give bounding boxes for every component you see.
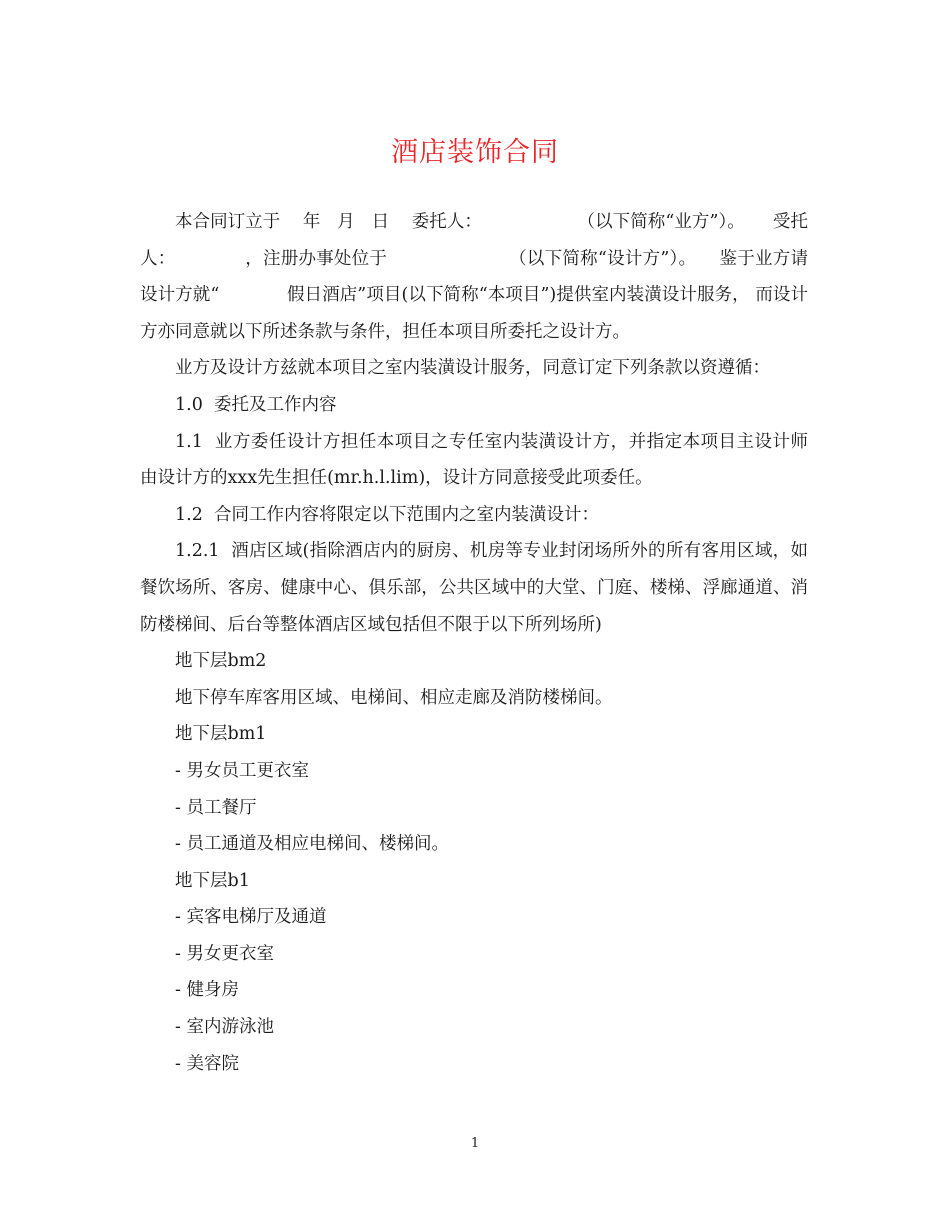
- paragraph-agreement: 业方及设计方兹就本项目之室内装潢设计服务，同意订定下列条款以资遵循：: [175, 358, 770, 379]
- list-line: - 室内游泳池: [175, 1017, 274, 1038]
- list-line: - 男女更衣室: [175, 943, 274, 964]
- clause-1-1: 1.1 业方委任设计方担任本项目之专任室内装潢设计方，并指定本项目主设计师由设计方的xxx先生担任(mr.h.l.lim)，设计方同意接受此项委任。: [140, 431, 808, 489]
- document-body: [140, 204, 808, 1082]
- list-line: - 员工通道及相应电梯间、楼梯间。: [175, 834, 449, 855]
- list-line: - 男女员工更衣室: [175, 760, 309, 781]
- list-line: 地下停车库客用区域、电梯间、相应走廊及消防楼梯间。: [175, 687, 613, 708]
- list-line: 地下层b1: [175, 870, 250, 891]
- list-line: 地下层bm1: [175, 724, 267, 745]
- list-line: - 美容院: [175, 1053, 239, 1074]
- paragraph-preamble: 本合同订立于 年 月 日 委托人： （以下简称“业方”）。 受托人： ，注册办事处位于 （以下简称“设计方”）。 鉴于业方请设计方就“ 假日酒店”项目(以下简称“本项目”)提供室内装潢设计服务， 而设计方亦同意就以下所述条款与条件，担任本项目所委托之设计方。: [140, 212, 808, 342]
- clause-1-2-1: 1.2.1 酒店区域(指除酒店内的厨房、机房等专业封闭场所外的所有客用区域，如餐饮场所、客房、健康中心、俱乐部，公共区域中的大堂、门庭、楼梯、浮廊通道、消防楼梯间、后台等整体酒店区域包括但不限于以下所列场所): [140, 541, 808, 635]
- list-line: 地下层bm2: [175, 651, 267, 672]
- document-title: 酒店装饰合同: [391, 137, 559, 168]
- list-line: - 员工餐厅: [175, 797, 257, 818]
- section-heading-1-0: 1.0 委托及工作内容: [175, 394, 337, 415]
- list-line: - 健身房: [175, 980, 239, 1001]
- clause-1-2: 1.2 合同工作内容将限定以下范围内之室内装潢设计：: [175, 504, 599, 525]
- list-line: - 宾客电梯厅及通道: [175, 907, 327, 928]
- page-number: 1: [470, 1136, 480, 1151]
